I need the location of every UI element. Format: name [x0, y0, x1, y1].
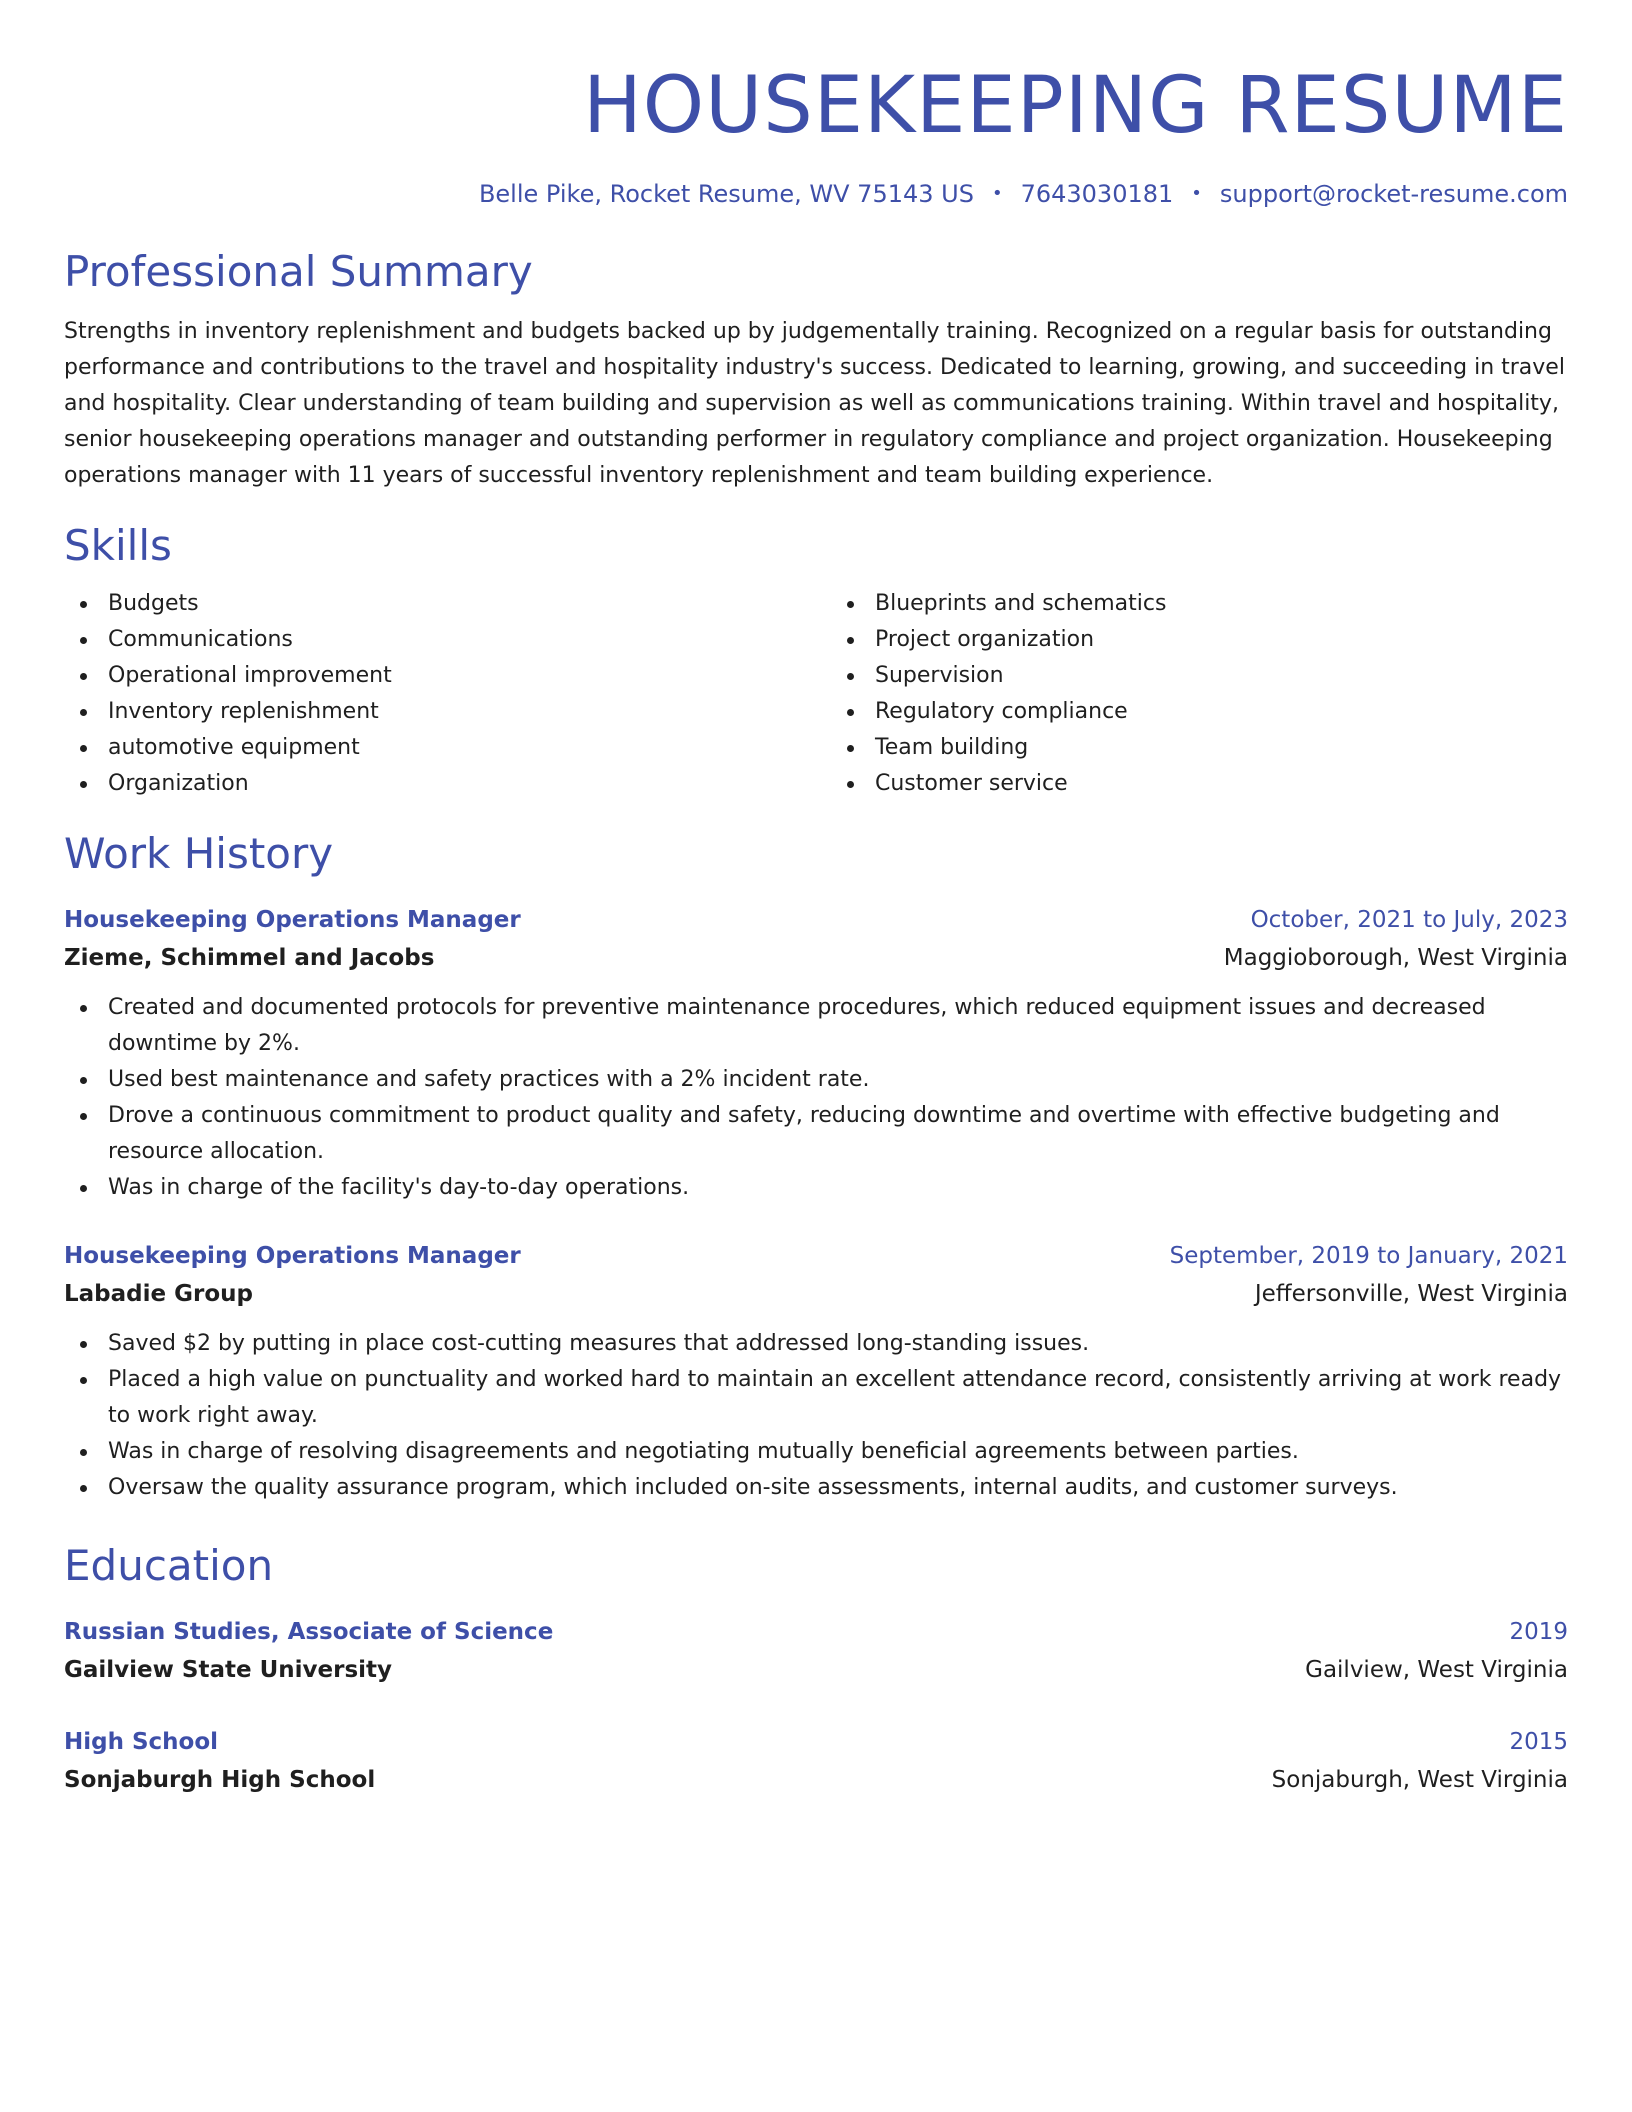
skill-item: Project organization: [831, 622, 1568, 658]
skill-item: Customer service: [831, 766, 1568, 802]
job-entry: [64, 1238, 1568, 1506]
contact-address: Belle Pike, Rocket Resume, WV 75143 US: [478, 180, 974, 208]
contact-separator: •: [1191, 183, 1202, 204]
job-bullet: Used best maintenance and safety practices with a 2% incident rate.: [64, 1062, 1568, 1098]
education-header-row: [64, 1724, 1568, 1760]
job-bullets: [64, 1326, 1568, 1506]
contact-email[interactable]: support@rocket-resume.com: [1219, 180, 1568, 208]
education-location: Gailview, West Virginia: [1305, 1657, 1568, 1683]
job-location: Jeffersonville, West Virginia: [1254, 1281, 1568, 1307]
job-bullets: [64, 990, 1568, 1206]
job-bullet: Was in charge of resolving disagreements and negotiating mutually beneficial agreements between parties.: [64, 1434, 1568, 1470]
education-school: Sonjaburgh High School: [64, 1767, 376, 1793]
skill-item: Regulatory compliance: [831, 694, 1568, 730]
job-title: Housekeeping Operations Manager: [64, 907, 521, 933]
contact-separator: •: [991, 183, 1003, 204]
education-school-row: [64, 1650, 1568, 1690]
education-school: Gailview State University: [64, 1657, 393, 1683]
skill-item: Communications: [64, 622, 801, 658]
summary-heading: Professional Summary: [64, 247, 533, 296]
education-heading: Education: [64, 1541, 274, 1590]
job-org-row: [64, 938, 1568, 978]
job-bullet: Placed a high value on punctuality and worked hard to maintain an excellent attendance record, consistently arriving at work ready to work right away.: [64, 1362, 1568, 1434]
summary-section: [64, 246, 1568, 494]
job-title: Housekeeping Operations Manager: [64, 1243, 521, 1269]
education-entry: [64, 1614, 1568, 1690]
skills-list-right: [831, 586, 1568, 802]
education-year: 2015: [1509, 1729, 1568, 1755]
skill-item: Team building: [831, 730, 1568, 766]
education-degree: Russian Studies, Associate of Science: [64, 1619, 554, 1645]
skill-item: Organization: [64, 766, 801, 802]
skill-item: Inventory replenishment: [64, 694, 801, 730]
job-bullet: Oversaw the quality assurance program, which included on-site assessments, internal audits, and customer surveys.: [64, 1470, 1568, 1506]
education-year: 2019: [1509, 1619, 1568, 1645]
work-history-heading: Work History: [64, 829, 334, 878]
job-org-row: [64, 1274, 1568, 1314]
job-header-row: [64, 902, 1568, 938]
job-bullet: Saved $2 by putting in place cost-cutting measures that addressed long-standing issues.: [64, 1326, 1568, 1362]
job-location: Maggioborough, West Virginia: [1223, 945, 1568, 971]
work-history-section: [64, 828, 1568, 1506]
skills-heading: Skills: [64, 521, 172, 570]
resume-title: HOUSEKEEPING RESUME: [583, 61, 1568, 151]
skill-item: automotive equipment: [64, 730, 801, 766]
contact-phone[interactable]: 7643030181: [1020, 180, 1174, 208]
job-bullet: Was in charge of the facility's day-to-day operations.: [64, 1170, 1568, 1206]
education-section: [64, 1540, 1568, 1800]
education-header-row: [64, 1614, 1568, 1650]
skills-list-left: [64, 586, 801, 802]
education-degree: High School: [64, 1729, 219, 1755]
job-bullet: Created and documented protocols for preventive maintenance procedures, which reduced equipment issues and decreased downtime by 2%.: [64, 990, 1568, 1062]
job-bullet: Drove a continuous commitment to product quality and safety, reducing downtime and overtime with effective budgeting and resource allocation.: [64, 1098, 1568, 1170]
skills-section: [64, 520, 1568, 802]
education-entry: [64, 1724, 1568, 1800]
skill-item: Blueprints and schematics: [831, 586, 1568, 622]
education-school-row: [64, 1760, 1568, 1800]
skills-grid: [64, 586, 1568, 802]
skill-item: Supervision: [831, 658, 1568, 694]
job-dates: September, 2019 to January, 2021: [1169, 1243, 1568, 1269]
resume-header: [64, 54, 1568, 210]
job-header-row: [64, 1238, 1568, 1274]
education-location: Sonjaburgh, West Virginia: [1271, 1767, 1568, 1793]
job-entry: [64, 902, 1568, 1206]
job-company: Labadie Group: [64, 1281, 253, 1307]
contact-line: [64, 178, 1568, 210]
job-company: Zieme, Schimmel and Jacobs: [64, 945, 435, 971]
summary-text: Strengths in inventory replenishment and budgets backed up by judgementally training. Recognized on a regular basis for outstanding performance and contributions to the travel and hospitality industry's success. Dedicated to learning, growing, and succeeding in travel and hospitality. Clear understanding of team building and supervision as well as communications training. Within travel and hospitality, senior housekeeping operations manager and outstanding performer in regulatory compliance and project organization. Housekeeping operations manager with 11 years of successful inventory replenishment and team building experience.: [64, 319, 1565, 488]
skill-item: Budgets: [64, 586, 801, 622]
skill-item: Operational improvement: [64, 658, 801, 694]
job-dates: October, 2021 to July, 2023: [1250, 907, 1568, 933]
